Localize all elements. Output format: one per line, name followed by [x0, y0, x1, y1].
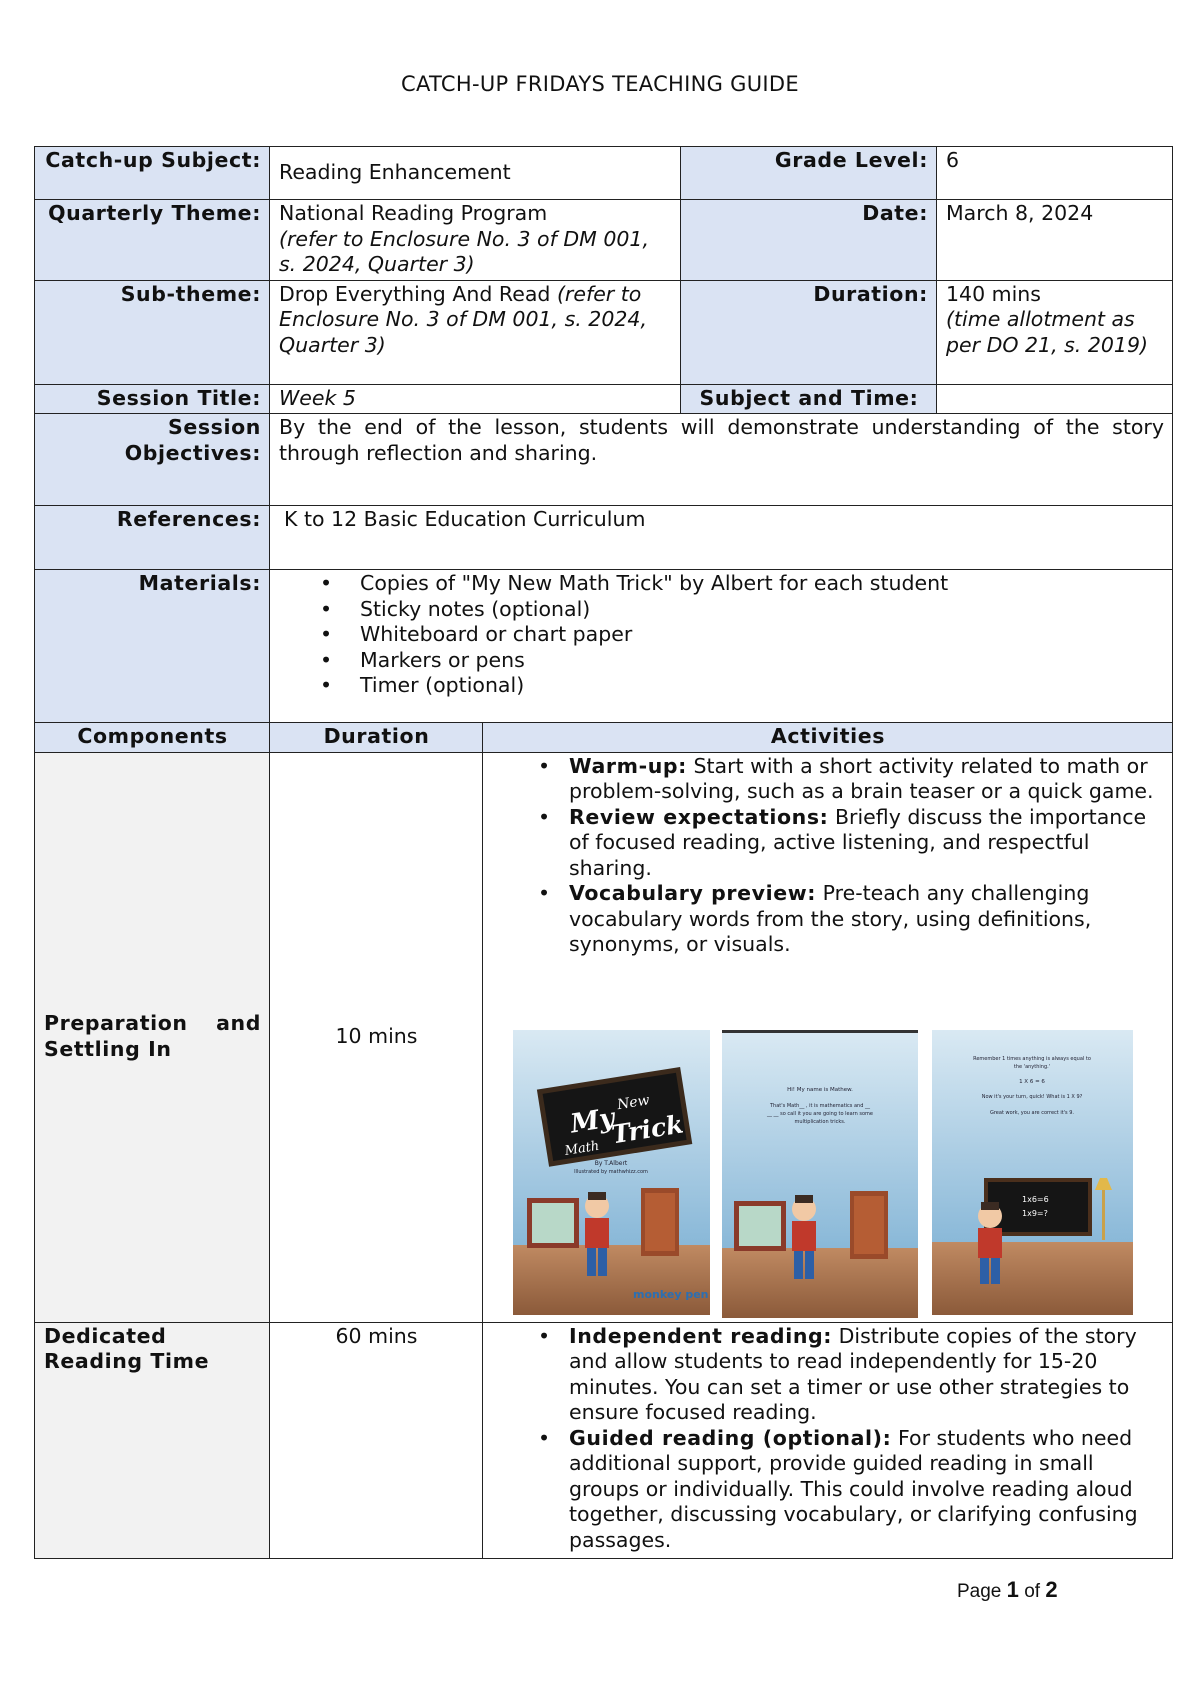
subject-value: Reading Enhancement [270, 147, 681, 200]
activity-list [492, 1324, 1164, 1554]
date-value: March 8, 2024 [937, 200, 1173, 281]
duration-cell [937, 280, 1173, 384]
duration-reading: 60 mins [270, 1322, 483, 1558]
duration-header: Duration [270, 723, 483, 753]
component-reading: Dedicated Reading Time [35, 1322, 270, 1558]
component-preparation: Preparation and Settling In [35, 752, 270, 1322]
components-header: Components [35, 723, 270, 753]
page2-line: multiplication tricks. [794, 1119, 846, 1125]
book-cover-image [513, 1030, 710, 1315]
footer-of-word: of [1024, 1581, 1041, 1602]
activity-title: Guided reading (optional): [569, 1425, 892, 1450]
activity-title: Vocabulary preview: [569, 881, 817, 905]
theme-label: Quarterly Theme: [35, 200, 270, 281]
board-line: 1x6=6 [1022, 1195, 1049, 1204]
page3-line: Great work, you are correct it's 9. [989, 1110, 1075, 1116]
duration-preparation: 10 mins [270, 752, 483, 1322]
book-page-2-image [722, 1030, 918, 1318]
subtheme-note: (refer to Enclosure No. 3 of DM 001, s. 2024, Quarter 3) [279, 281, 647, 357]
activity-title: Review expectations: [569, 804, 829, 829]
page-footer [957, 1577, 1058, 1603]
book-pages [513, 1030, 1138, 1315]
cover-title-my: My [568, 1103, 617, 1140]
subtheme-value: Drop Everything And Read [279, 281, 551, 306]
activity-text: Pre-teach any challenging vocabulary words from the story, using definitions, synonyms, or visuals. [569, 881, 1092, 956]
book-page-3-image [932, 1030, 1133, 1315]
subtheme-cell [270, 280, 681, 384]
list-item: • Markers or pens [279, 648, 1164, 674]
footer-page-number: 1 [1006, 1577, 1019, 1602]
date-label: Date: [681, 200, 937, 281]
list-item: • Timer (optional) [279, 673, 1164, 699]
activities-reading [483, 1322, 1173, 1558]
activity-text: Briefly discuss the importance of focused reading, active listening, and respectful sharing. [569, 804, 1147, 880]
list-item [492, 1426, 1164, 1554]
page3-line: Remember 1 times anything is always equal to [973, 1056, 1091, 1062]
page2-line: Hi! My name is Mathew. [787, 1087, 853, 1093]
theme-cell [270, 200, 681, 281]
subject-time-label: Subject and Time: [681, 384, 937, 414]
duration-note: (time allotment as per DO 21, s. 2019) [946, 307, 1149, 357]
list-item: • Copies of "My New Math Trick" by Albert for each student [279, 571, 1164, 597]
list-item: • Whiteboard or chart paper [279, 622, 1164, 648]
list-item [492, 805, 1164, 882]
duration-label: Duration: [681, 280, 937, 384]
subject-time-value [937, 384, 1173, 414]
footer-page-word: Page [957, 1581, 1002, 1602]
list-item [492, 754, 1164, 805]
duration-value: 140 mins [946, 281, 1041, 306]
activity-text: Start with a short activity related to math or problem-solving, such as a brain teaser or a quick game. [569, 753, 1154, 803]
cover-title-new: New [616, 1092, 651, 1114]
activity-title: Warm-up: [569, 753, 687, 778]
session-title-value: Week 5 [270, 384, 681, 414]
cover-author: By T.Albert [594, 1160, 628, 1167]
page3-line: 1 X 6 = 6 [1019, 1079, 1045, 1085]
cover-publisher: monkey pen [633, 1288, 709, 1301]
page3-line: Now it's your turn, quick! What is 1 X 9? [981, 1094, 1083, 1100]
cover-title-trick: Trick [609, 1109, 686, 1150]
materials-list [279, 571, 1164, 699]
activity-text: Distribute copies of the story and allow students to read independently for 15-20 minutes. You can set a timer or use other strategies to ensure focused reading. [569, 1323, 1137, 1424]
materials-label: Materials: [35, 570, 270, 726]
objectives-value: By the end of the lesson, students will demonstrate understanding of the story through reflection and sharing. [270, 414, 1173, 506]
list-item: • Sticky notes (optional) [279, 597, 1164, 623]
activities-header: Activities [483, 723, 1173, 753]
footer-page-total: 2 [1045, 1577, 1058, 1602]
page-title: CATCH-UP FRIDAYS TEACHING GUIDE [401, 72, 799, 96]
objectives-label: Session Objectives: [35, 414, 270, 506]
cover-illustrator: Illustrated by mathwhizz.com [574, 1169, 648, 1175]
session-title-label: Session Title: [35, 384, 270, 414]
session-info-table [34, 146, 1173, 726]
page2-line: __ __ so call it you are going to learn some [766, 1111, 874, 1117]
cover-title-math: Math [563, 1138, 601, 1159]
page3-line: the 'anything.' [1013, 1064, 1051, 1070]
activity-text: For students who need additional support, provide guided reading in small groups or individually. This could involve reading aloud together, discussing vocabulary, or clarifying confusing passages. [569, 1425, 1138, 1552]
activity-title: Independent reading: [569, 1323, 833, 1348]
grade-label: Grade Level: [681, 147, 937, 200]
subtheme-label: Sub-theme: [35, 280, 270, 384]
list-item [492, 881, 1164, 958]
subject-label: Catch-up Subject: [35, 147, 270, 200]
references-value: K to 12 Basic Education Curriculum [270, 506, 1173, 570]
theme-value: National Reading Program [279, 201, 548, 225]
theme-note: (refer to Enclosure No. 3 of DM 001, s. 2024, Quarter 3) [279, 226, 649, 276]
grade-value: 6 [937, 147, 1173, 200]
activity-list [492, 754, 1164, 958]
references-label: References: [35, 506, 270, 570]
materials-cell [270, 570, 1173, 726]
list-item [492, 1324, 1164, 1426]
board-line: 1x9=? [1022, 1209, 1048, 1218]
page2-line: That's Math__ , it is mathematics and __ [770, 1103, 870, 1109]
